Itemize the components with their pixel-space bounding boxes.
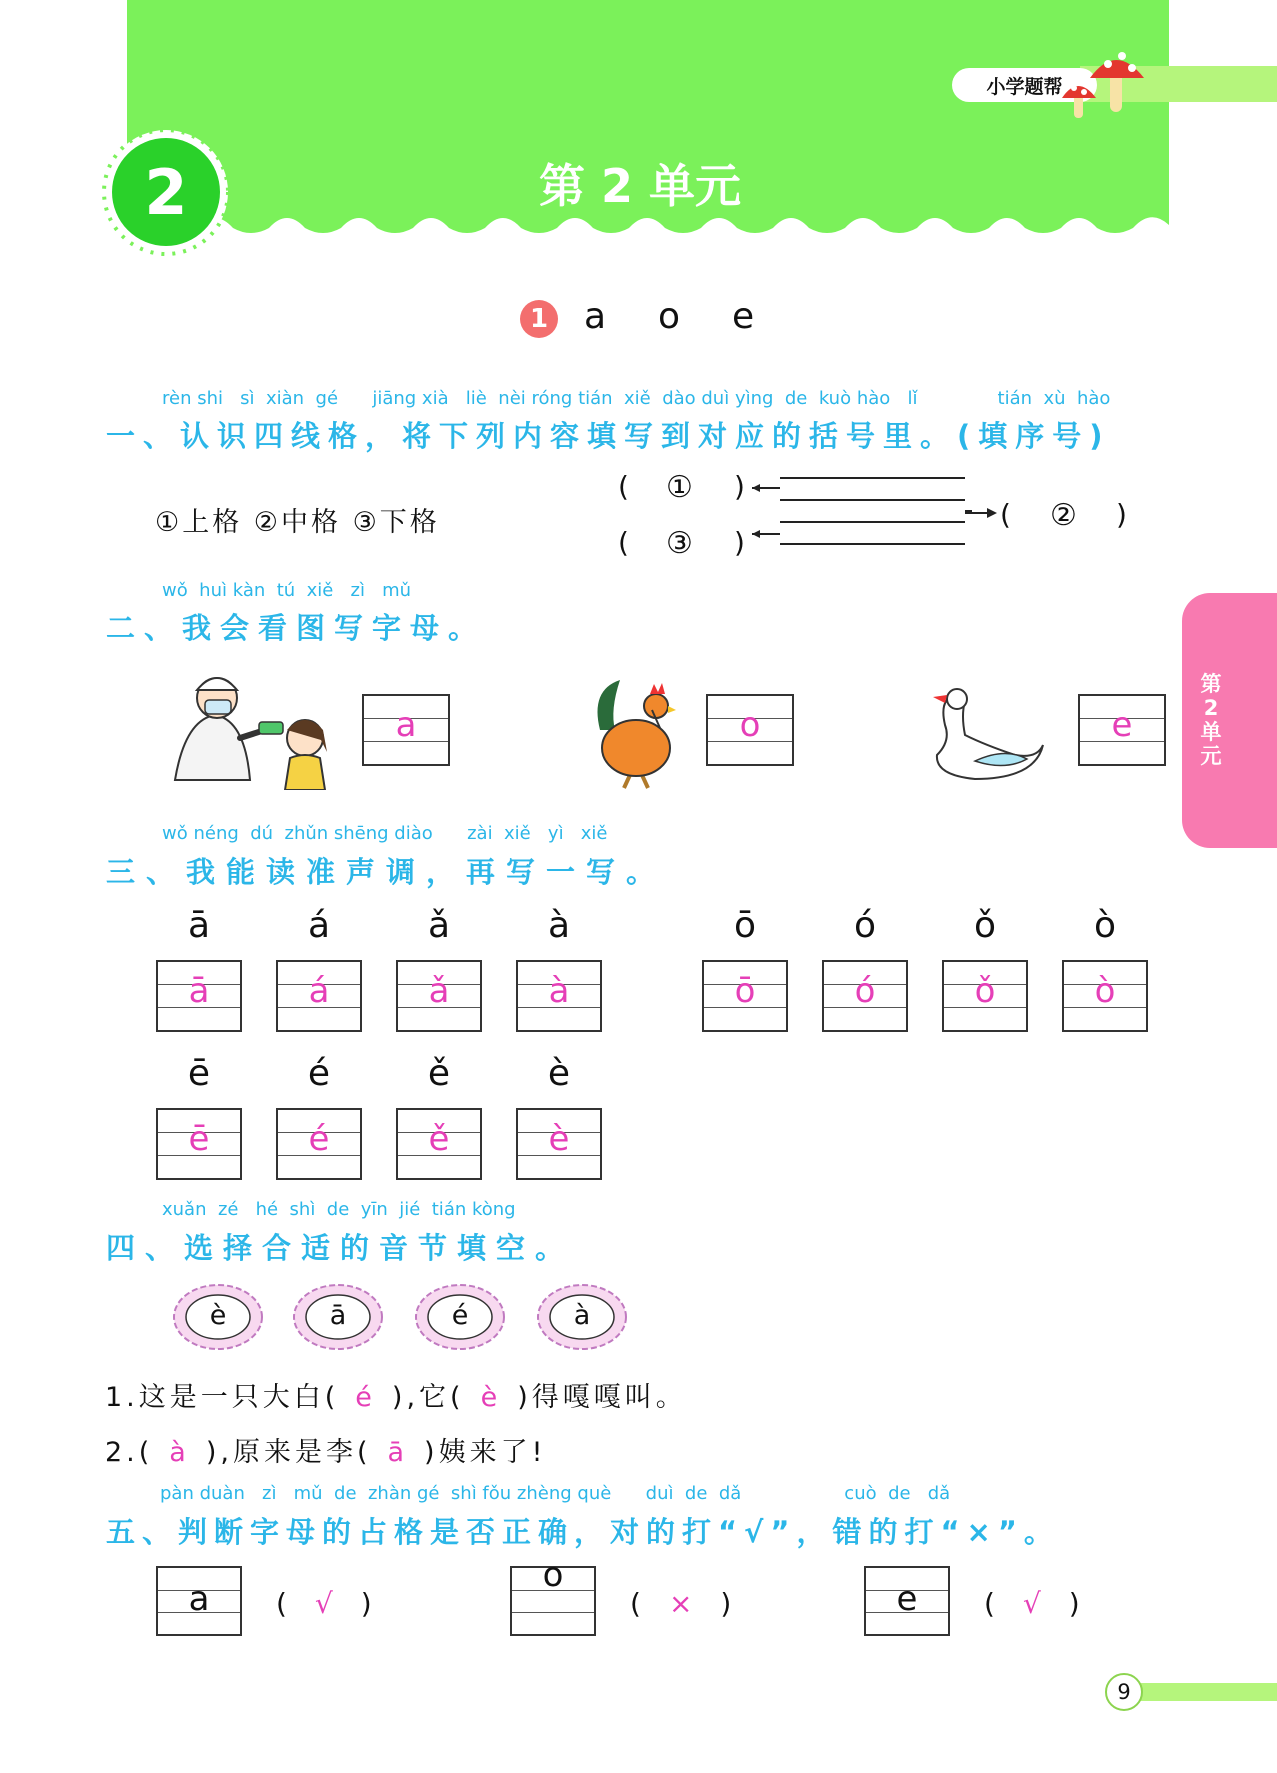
brand-label: 小学题帮 <box>952 68 1097 102</box>
four-line-diagram <box>740 470 980 550</box>
paren: ( <box>1000 498 1011 531</box>
s5-letter: a <box>188 1579 210 1619</box>
flower-choice-text: è <box>209 1300 227 1331</box>
s2-answer-2: o <box>739 705 761 745</box>
flower-choice-text: à <box>573 1300 591 1331</box>
s2-grid-1[interactable] <box>362 694 450 766</box>
s1-title: 一、认识四线格，将下列内容填写到对应的括号里。(填序号) <box>106 419 1111 453</box>
s4-q1-answer-2[interactable]: è <box>480 1382 502 1413</box>
s5-grid-2 <box>510 1555 596 1636</box>
unit-title: 第 2 单元 <box>538 159 742 213</box>
s4-q2-answer-2[interactable]: ā <box>387 1437 409 1468</box>
page-number: 9 <box>1105 1673 1143 1711</box>
s5-letter: e <box>896 1579 918 1619</box>
flower-choice-text: é <box>451 1300 469 1331</box>
tone-grid[interactable] <box>396 960 482 1032</box>
tone-head: ē <box>187 1053 211 1094</box>
s1-answer-bottom: ③ <box>666 526 693 561</box>
tone-head: á <box>307 905 331 946</box>
lesson-letter-o: o <box>658 296 681 337</box>
s5-pinyin: pàn duàn zì mǔ de zhàn gé shì fǒu zhèng què duì de dǎ cuò de dǎ <box>160 1483 951 1504</box>
tone-grid[interactable] <box>822 960 908 1032</box>
s2-answer-3: e <box>1111 705 1133 745</box>
flower-choice <box>292 1282 384 1352</box>
tone-grid[interactable] <box>276 1108 362 1180</box>
s5-title: 五、判断字母的占格是否正确，对的打“√”，错的打“×”。 <box>106 1515 1060 1549</box>
s1-pinyin: rèn shi sì xiàn gé jiāng xià liè nèi róng tián xiě dào duì yìng de kuò hào lǐ tián xù hào <box>162 388 1111 409</box>
tone-grid[interactable] <box>942 960 1028 1032</box>
s5-mark-2: ( × ) <box>630 1587 732 1620</box>
s5-mark-value[interactable]: √ <box>314 1587 333 1620</box>
tone-head: ō <box>733 905 757 946</box>
lesson-letter-e: e <box>732 296 755 337</box>
tone-grid[interactable] <box>156 1108 242 1180</box>
s5-mark-3: ( √ ) <box>984 1587 1080 1620</box>
s5-mark-value[interactable]: √ <box>1022 1587 1041 1620</box>
tone-head: è <box>547 1053 571 1094</box>
tone-head: ǎ <box>427 905 451 946</box>
s2-grid-3[interactable] <box>1078 694 1166 766</box>
tone-head: ò <box>1093 905 1117 946</box>
s5-mark-1: ( √ ) <box>276 1587 372 1620</box>
s4-pinyin: xuǎn zé hé shì de yīn jié tián kòng <box>162 1199 516 1220</box>
tone-grid[interactable] <box>702 960 788 1032</box>
paren: ) <box>734 526 745 559</box>
tone-grid[interactable] <box>516 1108 602 1180</box>
doctor-child-illustration <box>155 660 355 790</box>
s5-mark-value[interactable]: × <box>668 1587 693 1620</box>
rooster-illustration <box>580 670 680 790</box>
s4-q2-answer-1[interactable]: à <box>169 1437 190 1468</box>
tone-answer: ó <box>854 971 876 1011</box>
page-number-bar <box>1120 1683 1277 1701</box>
s3-title: 三、我能读准声调，再写一写。 <box>106 855 667 889</box>
mushroom-icon <box>1060 42 1150 122</box>
tone-answer: ō <box>734 971 756 1011</box>
tone-answer: è <box>548 1119 570 1159</box>
tone-answer: á <box>308 971 330 1011</box>
s1-options: ①上格 ②中格 ③下格 <box>155 507 440 538</box>
s5-grid-3 <box>864 1566 950 1636</box>
s2-title: 二、我会看图写字母。 <box>106 611 487 645</box>
goose-illustration <box>925 675 1055 785</box>
unit-number-badge: 2 <box>144 155 188 229</box>
flower-choice <box>536 1282 628 1352</box>
arrow-right-icon <box>965 505 999 521</box>
tone-answer: ǎ <box>428 971 450 1011</box>
tone-grid[interactable] <box>516 960 602 1032</box>
side-tab-label: 第 2 单 元 <box>1200 672 1222 768</box>
lesson-letter-a: a <box>584 296 607 337</box>
flower-choice <box>414 1282 506 1352</box>
tone-answer: ò <box>1094 971 1116 1011</box>
s4-title: 四、选择合适的音节填空。 <box>106 1231 575 1265</box>
s1-answer-top: ① <box>666 470 693 505</box>
s5-letter: o <box>542 1555 564 1595</box>
s1-answer-middle: ② <box>1050 498 1077 533</box>
tone-head: ó <box>853 905 877 946</box>
tone-answer: à <box>548 971 570 1011</box>
paren: ( <box>618 526 629 559</box>
tone-answer: ā <box>188 971 210 1011</box>
flower-choice <box>172 1282 264 1352</box>
tone-grid[interactable] <box>1062 960 1148 1032</box>
tone-head: ě <box>427 1053 451 1094</box>
tone-answer: ě <box>428 1119 450 1159</box>
tone-head: à <box>547 905 571 946</box>
tone-grid[interactable] <box>396 1108 482 1180</box>
tone-answer: ǒ <box>974 971 996 1011</box>
paren: ( <box>618 470 629 503</box>
tone-grid[interactable] <box>156 960 242 1032</box>
paren: ) <box>1116 498 1127 531</box>
tone-head: ā <box>187 905 211 946</box>
lesson-number-badge: 1 <box>520 300 558 338</box>
s5-grid-1 <box>156 1566 242 1636</box>
s2-pinyin: wǒ huì kàn tú xiě zì mǔ <box>162 580 412 601</box>
s4-question-1: 1.这是一只大白( é ),它( è )得嘎嘎叫。 <box>105 1382 687 1413</box>
paren: ) <box>734 470 745 503</box>
s2-grid-2[interactable] <box>706 694 794 766</box>
tone-answer: é <box>308 1119 330 1159</box>
s4-question-2: 2.( à ),原来是李( ā )姨来了! <box>105 1437 547 1468</box>
flower-choice-text: ā <box>329 1300 347 1331</box>
tone-answer: ē <box>188 1119 210 1159</box>
tone-head: é <box>307 1053 331 1094</box>
tone-grid[interactable] <box>276 960 362 1032</box>
tone-head: ǒ <box>973 905 997 946</box>
s3-pinyin: wǒ néng dú zhǔn shēng diào zài xiě yì xiě <box>162 823 608 844</box>
s2-answer-1: a <box>395 705 417 745</box>
s4-q1-answer-1[interactable]: é <box>355 1382 376 1413</box>
